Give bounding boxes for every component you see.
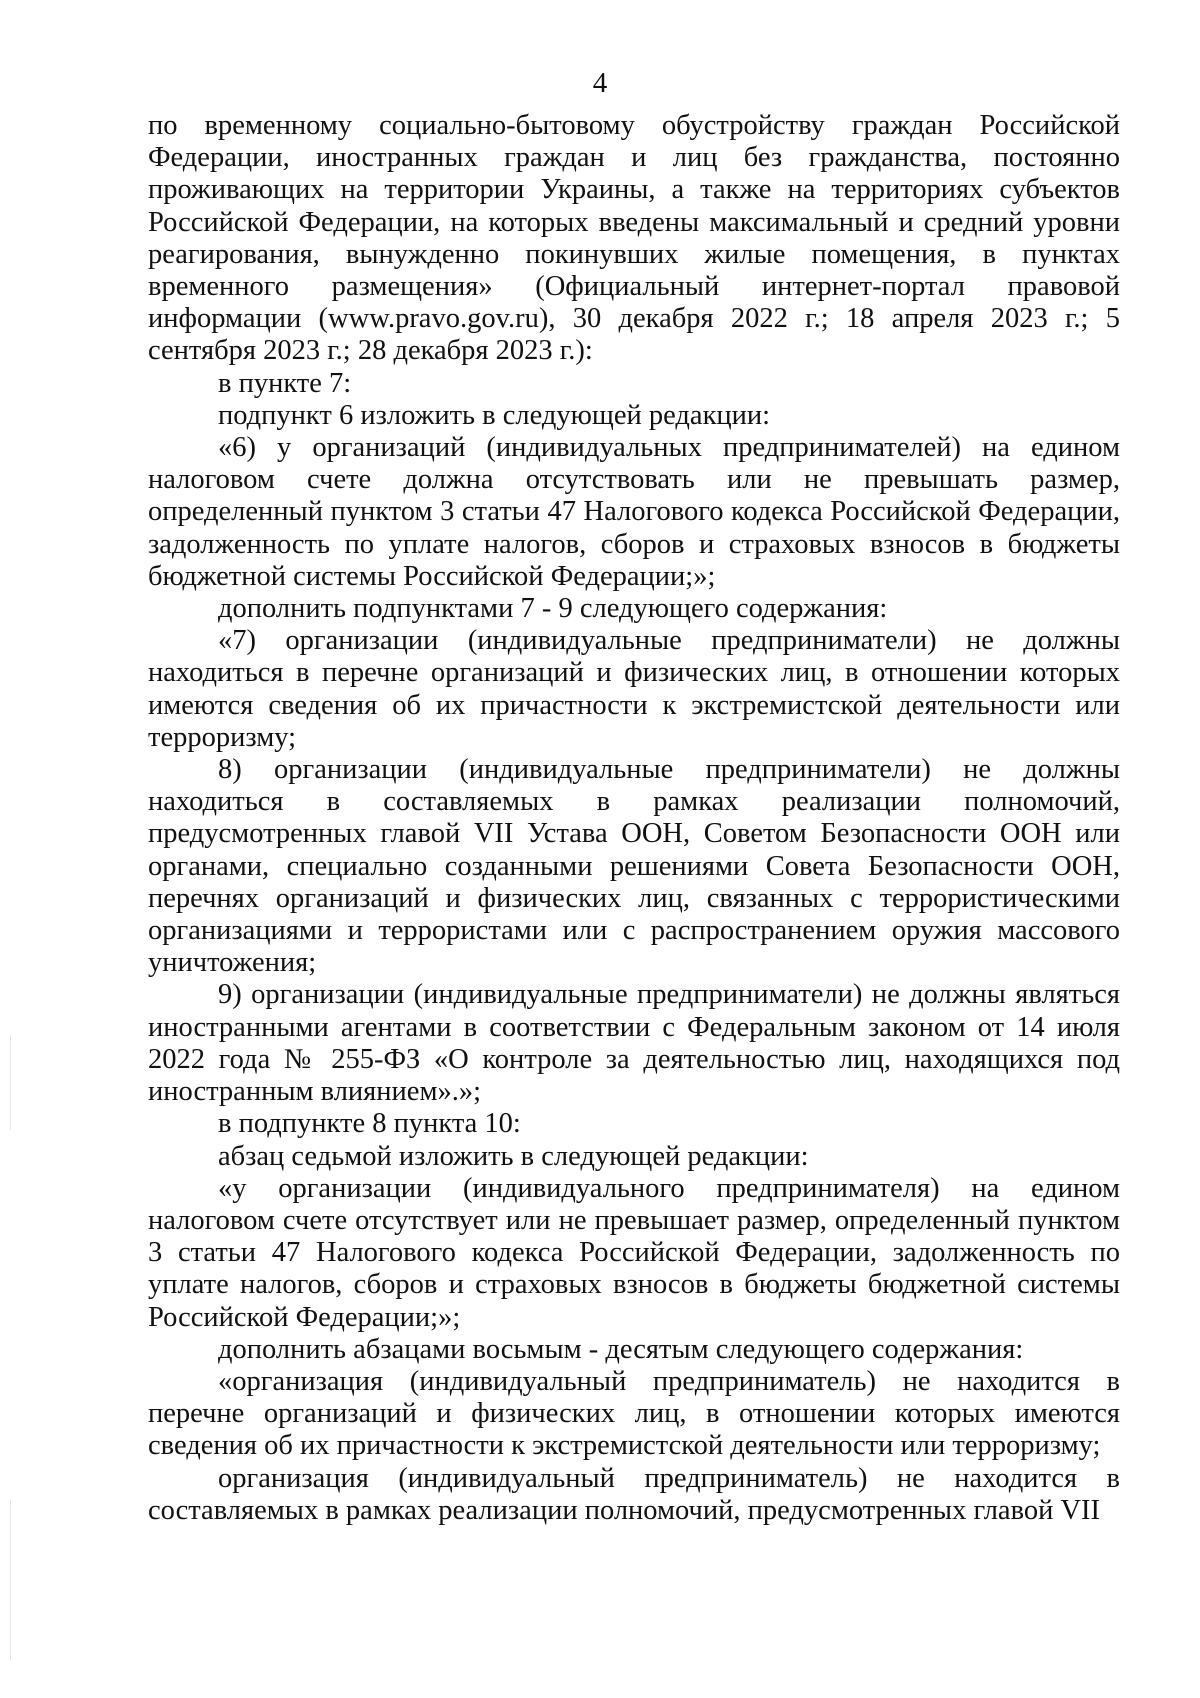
paragraph: дополнить абзацами восьмым - десятым следующего содержания: — [218, 1333, 1024, 1365]
paragraph: «у организации (индивидуального предпринимателя) на едином налоговом счете отсутствует или не превышает размер, определенный пунктом 3 статьи 47 Налогового кодекса Российской Федерации, задолженность по уплате налогов, сборов и страховых взносов в бюджеты бюджетной системы Российской Федерации;»; — [148, 1172, 1120, 1333]
paragraph: «6) у организаций (индивидуальных предпринимателей) на едином налоговом счете должна отсутствовать или не превышать размер, определенный пунктом 3 статьи 47 Налогового кодекса Российской Федерации, задолженность по уплате налогов, сборов и страховых взносов в бюджеты бюджетной системы Российской Федерации;»; — [148, 432, 1120, 592]
document-body — [148, 110, 1120, 1527]
paragraph: 9) организации (индивидуальные предприниматели) не должны являться иностранными агентами в соответствии с Федеральным законом от 14 июля 2022 года № 255-ФЗ «О контроле за деятельностью лиц, находящихся под иностранным влиянием».»; — [148, 979, 1120, 1108]
page-number: 4 — [592, 67, 608, 99]
paragraph: абзац седьмой изложить в следующей редакции: — [218, 1140, 809, 1172]
paragraph: дополнить подпунктами 7 - 9 следующего содержания: — [218, 593, 888, 625]
paragraph: по временному социально-бытовому обустройству граждан Российской Федерации, иностранных граждан и лиц без гражданства, постоянно проживающих на территории Украины, а также на территориях субъектов Российской Федерации, на которых введены максимальный и средний уровни реагирования, вынужденно покинувших жилые помещения, в пунктах временного размещения» (Официальный интернет-портал правовой информации (www.pravo.gov.ru), 30 декабря 2022 г.; 18 апреля 2023 г.; 5 сентября 2023 г.; 28 декабря 2023 г.): — [148, 110, 1120, 367]
scan-margin-mark — [10, 1035, 11, 1130]
paragraph: подпункт 6 изложить в следующей редакции: — [218, 399, 771, 431]
paragraph: «7) организации (индивидуальные предприниматели) не должны находиться в перечне организаций и физических лиц, в отношении которых имеются сведения об их причастности к экстремистской деятельности или терроризму; — [148, 625, 1120, 753]
paragraph: «организация (индивидуальный предприниматель) не находится в перечне организаций и физических лиц, в отношении которых имеются сведения об их причастности к экстремистской деятельности или терроризму; — [148, 1365, 1120, 1462]
scan-margin-mark — [10, 1500, 11, 1660]
paragraph: организация (индивидуальный предприниматель) не находится в составляемых в рамках реализации полномочий, предусмотренных главой VII — [148, 1462, 1120, 1526]
paragraph: в подпункте 8 пункта 10: — [218, 1108, 521, 1140]
paragraph: 8) организации (индивидуальные предприниматели) не должны находиться в составляемых в рамках реализации полномочий, предусмотренных главой VII Устава ООН, Советом Безопасности ООН или органами, специально созданными решениями Совета Безопасности ООН, перечнях организаций и физических лиц, связанных с террористическими организациями и террористами или с распространением оружия массового уничтожения; — [148, 754, 1120, 979]
paragraph: в пункте 7: — [218, 367, 352, 399]
